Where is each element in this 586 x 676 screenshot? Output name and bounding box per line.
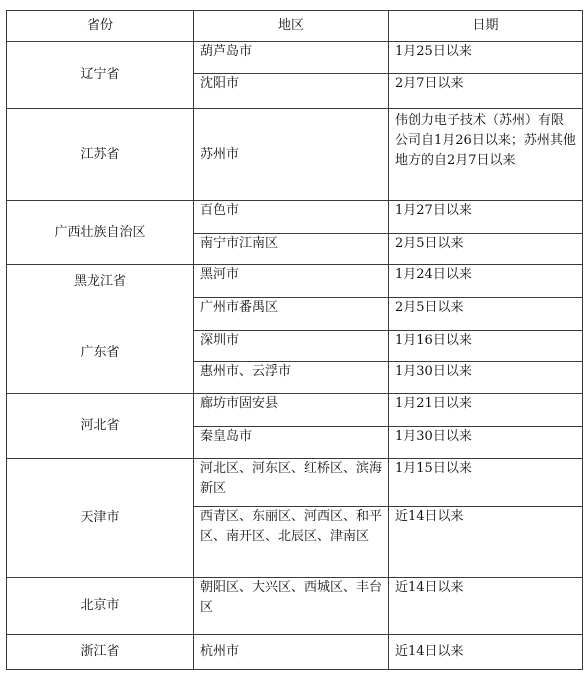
table-row bbox=[7, 634, 583, 669]
province-label: 黑龙江省 bbox=[73, 274, 126, 290]
area-cell: 葫芦岛市 bbox=[194, 42, 389, 74]
area-cell: 河北区、河东区、红桥区、滨海新区 bbox=[194, 458, 389, 506]
area-cell: 秦皇岛市 bbox=[194, 426, 389, 458]
province-cell: 北京市 bbox=[7, 578, 194, 635]
table-row bbox=[7, 394, 583, 426]
province-cell: 天津市 bbox=[7, 458, 194, 577]
area-cell: 廊坊市固安县 bbox=[194, 394, 389, 426]
date-cell: 近14日以来 bbox=[389, 578, 583, 635]
date-cell: 近14日以来 bbox=[389, 634, 583, 669]
date-cell: 2月5日以来 bbox=[389, 298, 583, 330]
table-row bbox=[7, 201, 583, 233]
date-cell: 1月27日以来 bbox=[389, 201, 583, 233]
province-cell: 河北省 bbox=[7, 394, 194, 459]
table-row bbox=[7, 108, 583, 201]
header-province: 省份 bbox=[7, 11, 194, 42]
area-cell: 黑河市 bbox=[194, 265, 389, 298]
date-cell: 1月25日以来 bbox=[389, 42, 583, 74]
date-cell: 1月21日以来 bbox=[389, 394, 583, 426]
header-date: 日期 bbox=[389, 11, 583, 42]
table-row bbox=[7, 265, 583, 298]
table-row bbox=[7, 42, 583, 74]
province-cell: 广西壮族自治区 bbox=[7, 201, 194, 265]
date-cell: 2月7日以来 bbox=[389, 74, 583, 108]
date-cell: 1月16日以来 bbox=[389, 330, 583, 361]
area-cell: 广州市番禺区 bbox=[194, 298, 389, 330]
area-cell: 杭州市 bbox=[194, 634, 389, 669]
province-cell-dual bbox=[7, 265, 194, 394]
area-cell: 沈阳市 bbox=[194, 74, 389, 108]
area-cell: 朝阳区、大兴区、西城区、丰台区 bbox=[194, 578, 389, 635]
date-cell: 1月15日以来 bbox=[389, 458, 583, 506]
header-region: 地区 bbox=[194, 11, 389, 42]
province-cell: 江苏省 bbox=[7, 108, 194, 201]
region-date-table bbox=[6, 10, 583, 670]
header-row bbox=[7, 11, 583, 42]
date-cell: 2月5日以来 bbox=[389, 233, 583, 264]
area-cell: 南宁市江南区 bbox=[194, 233, 389, 264]
date-cell: 1月24日以来 bbox=[389, 265, 583, 298]
province-label: 广东省 bbox=[80, 345, 120, 361]
date-cell: 1月30日以来 bbox=[389, 426, 583, 458]
area-cell: 苏州市 bbox=[194, 108, 389, 201]
date-cell: 伟创力电子技术（苏州）有限公司自1月26日以来；苏州其他地方的自2月7日以来 bbox=[389, 108, 583, 201]
date-cell: 1月30日以来 bbox=[389, 361, 583, 393]
area-cell: 百色市 bbox=[194, 201, 389, 233]
area-cell: 深圳市 bbox=[194, 330, 389, 361]
area-cell: 西青区、东丽区、河西区、和平区、南开区、北辰区、津南区 bbox=[194, 507, 389, 578]
province-cell: 浙江省 bbox=[7, 634, 194, 669]
table-row bbox=[7, 458, 583, 506]
date-cell: 近14日以来 bbox=[389, 507, 583, 578]
area-cell: 惠州市、云浮市 bbox=[194, 361, 389, 393]
province-cell: 辽宁省 bbox=[7, 42, 194, 109]
table-row bbox=[7, 578, 583, 635]
